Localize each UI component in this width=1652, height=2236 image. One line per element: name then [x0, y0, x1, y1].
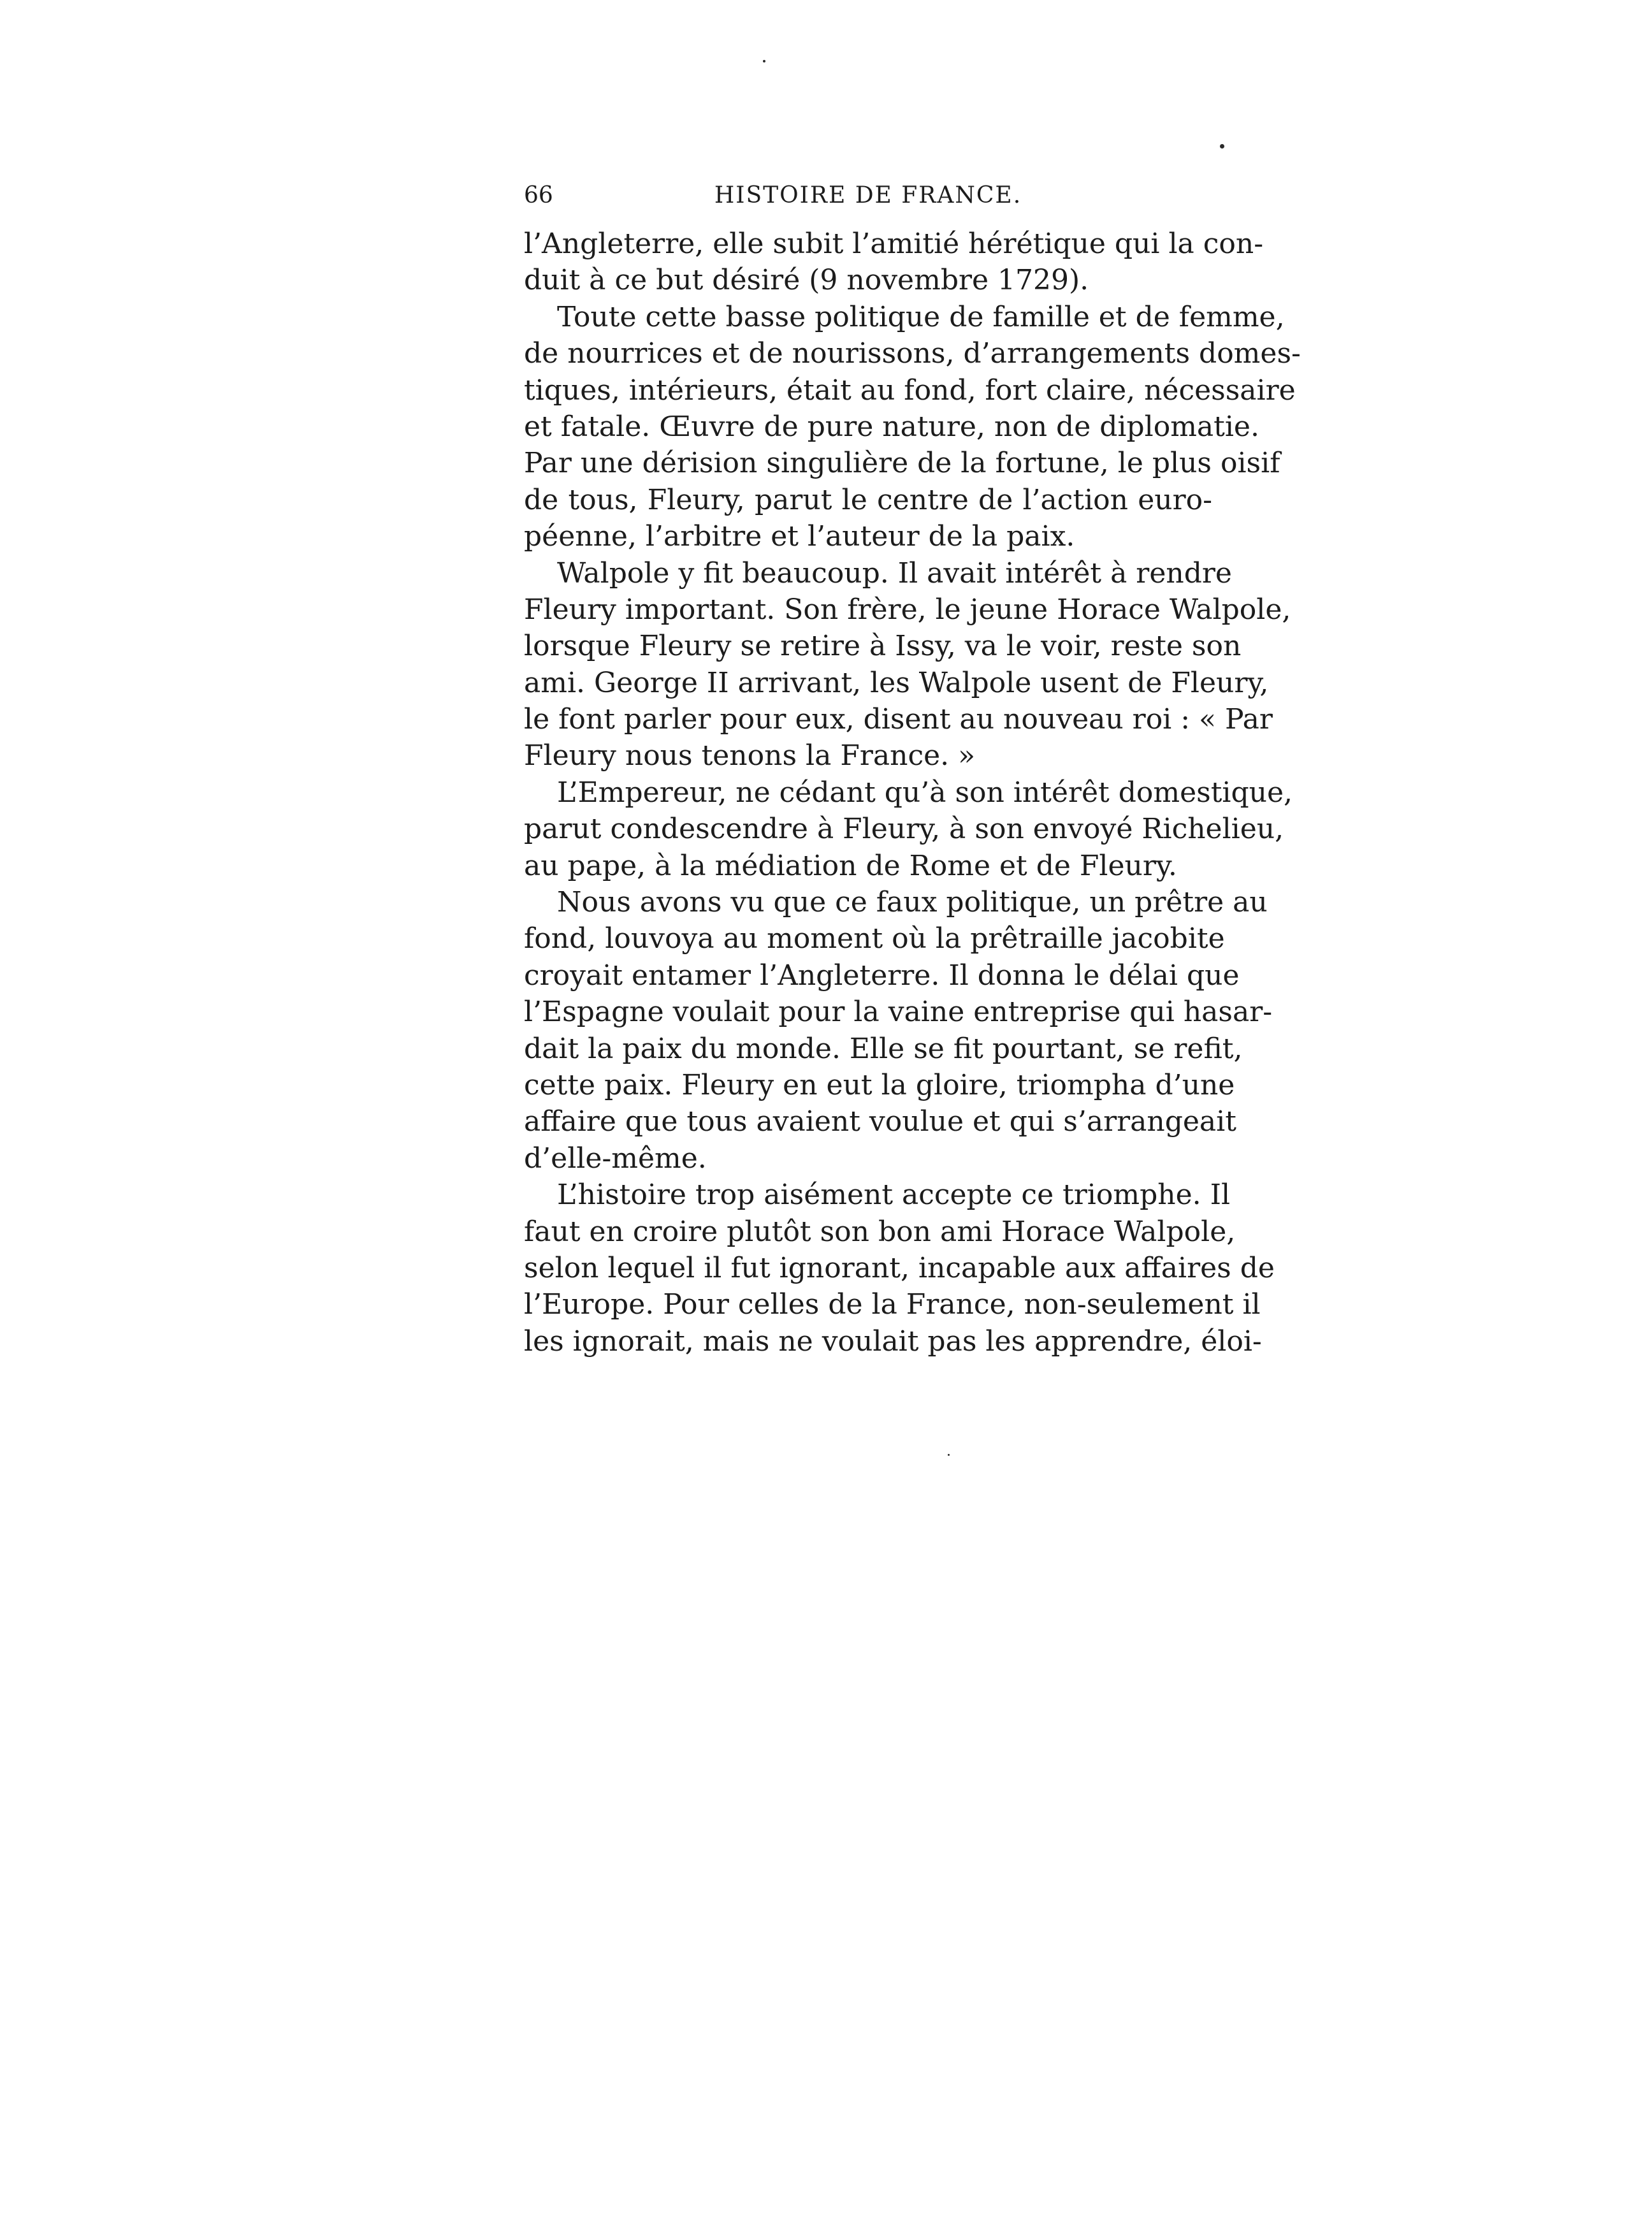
text-line: au pape, à la médiation de Rome et de Fleury. [524, 849, 1177, 882]
text-line: parut condescendre à Fleury, à son envoyé Richelieu, [524, 813, 1284, 846]
text-line: l’Europe. Pour celles de la France, non-seulement il [524, 1288, 1261, 1321]
text-line: ami. George II arrivant, les Walpole usent de Fleury, [524, 666, 1269, 699]
text-line: L’histoire trop aisément accepte ce triomphe. Il [557, 1179, 1231, 1212]
text-line: l’Espagne voulait pour la vaine entreprise qui hasar- [524, 996, 1273, 1029]
text-line: L’Empereur, ne cédant qu’à son intérêt domestique, [557, 776, 1293, 809]
text-line: de nourrices et de nourissons, d’arrangements domes- [524, 337, 1301, 370]
body-text [524, 226, 1301, 1360]
paragraph [524, 299, 1301, 555]
text-line: duit à ce but désiré (9 novembre 1729). [524, 264, 1089, 297]
paragraph [524, 774, 1293, 884]
text-line: les ignorait, mais ne voulait pas les apprendre, éloi- [524, 1325, 1262, 1358]
paragraph [524, 1177, 1275, 1360]
text-line: et fatale. Œuvre de pure nature, non de diplomatie. [524, 410, 1259, 443]
text-line: fond, louvoya au moment où la prêtraille jacobite [524, 922, 1225, 955]
text-line: Walpole y fit beaucoup. Il avait intérêt à rendre [557, 556, 1232, 590]
scan-speck [948, 1454, 950, 1456]
paragraph [524, 226, 1264, 299]
text-line: cette paix. Fleury en eut la gloire, triompha d’une [524, 1068, 1235, 1101]
text-line: de tous, Fleury, parut le centre de l’action euro- [524, 483, 1212, 516]
text-line: dait la paix du monde. Elle se fit pourtant, se refit, [524, 1032, 1243, 1065]
text-line: Toute cette basse politique de famille et de femme, [557, 300, 1285, 333]
page-number: 66 [524, 182, 553, 208]
text-line: l’Angleterre, elle subit l’amitié hérétique qui la con- [524, 228, 1264, 260]
text-line: d’elle-même. [524, 1142, 707, 1175]
text-line: Par une dérision singulière de la fortune, le plus oisif [524, 447, 1280, 480]
page-header [524, 180, 1212, 212]
text-line: Fleury nous tenons la France. » [524, 739, 976, 773]
scan-speck [1220, 144, 1224, 149]
scan-speck [763, 60, 765, 62]
text-line: le font parler pour eux, disent au nouveau roi : « Par [524, 703, 1273, 736]
paragraph [524, 555, 1291, 774]
text-line: affaire que tous avaient voulue et qui s’arrangeait [524, 1105, 1236, 1138]
text-line: faut en croire plutôt son bon ami Horace Walpole, [524, 1215, 1236, 1248]
text-line: péenne, l’arbitre et l’auteur de la paix. [524, 520, 1075, 553]
paragraph [524, 884, 1273, 1177]
text-line: Nous avons vu que ce faux politique, un prêtre au [557, 886, 1268, 919]
text-line: croyait entamer l’Angleterre. Il donna le délai que [524, 959, 1240, 992]
text-line: tiques, intérieurs, était au fond, fort claire, nécessaire [524, 374, 1296, 407]
text-line: selon lequel il fut ignorant, incapable aux affaires de [524, 1251, 1275, 1284]
text-line: Fleury important. Son frère, le jeune Horace Walpole, [524, 593, 1291, 626]
running-title: HISTOIRE DE FRANCE. [714, 182, 1022, 208]
text-line: lorsque Fleury se retire à Issy, va le voir, reste son [524, 630, 1242, 663]
